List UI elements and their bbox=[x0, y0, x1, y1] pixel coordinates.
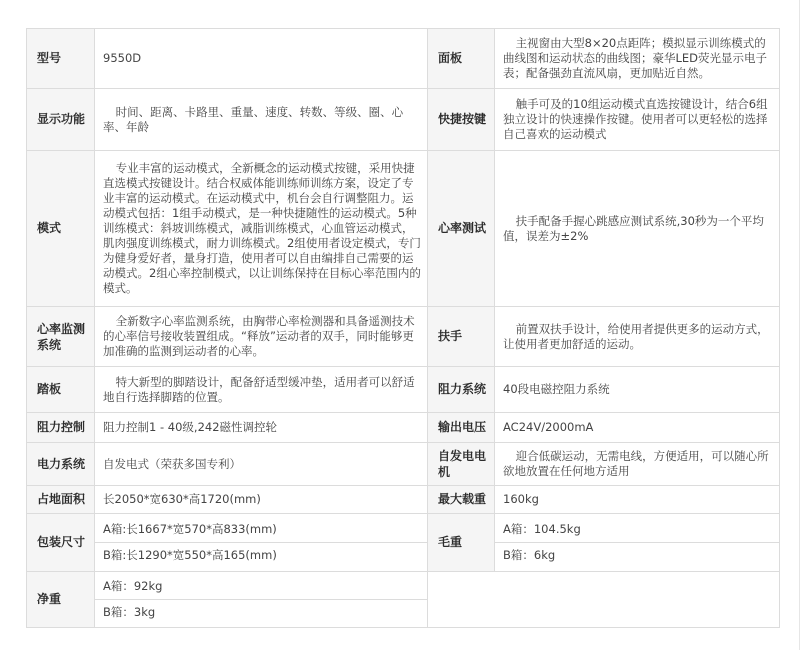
spec-subvalue: B箱:长1290*宽550*高165(mm) bbox=[95, 542, 427, 568]
spec-label: 显示功能 bbox=[27, 89, 95, 151]
spec-label: 输出电压 bbox=[428, 413, 495, 443]
spec-label: 扶手 bbox=[428, 307, 495, 367]
spec-label: 快捷按键 bbox=[428, 89, 495, 151]
spec-value: 全新数字心率监测系统，由胸带心率检测器和具备遥测技术的心率信号接收装置组成。“释放”运动者的双手，同时能够更加准确的监测到运动者的心率。 bbox=[95, 307, 428, 367]
spec-label: 阻力控制 bbox=[27, 413, 95, 443]
table-row bbox=[27, 486, 780, 514]
spec-value: 前置双扶手设计，给使用者提供更多的运动方式，让使用者更加舒适的运动。 bbox=[495, 307, 780, 367]
table-row bbox=[27, 367, 780, 413]
table-row bbox=[27, 29, 780, 89]
table-row bbox=[27, 151, 780, 307]
table-row bbox=[27, 514, 780, 572]
spec-value bbox=[495, 514, 780, 572]
spec-value: 长2050*宽630*高1720(mm) bbox=[95, 486, 428, 514]
spec-label: 心率监测系统 bbox=[27, 307, 95, 367]
spec-label: 型号 bbox=[27, 29, 95, 89]
spec-value: 阻力控制1 - 40级,242磁性调控轮 bbox=[95, 413, 428, 443]
table-row bbox=[27, 89, 780, 151]
spec-value: 触手可及的10组运动模式直选按键设计，结合6组独立设计的快速操作按键。使用者可以更轻松的选择自己喜欢的运动模式 bbox=[495, 89, 780, 151]
spec-label: 最大载重 bbox=[428, 486, 495, 514]
spec-label: 阻力系统 bbox=[428, 367, 495, 413]
spec-label: 占地面积 bbox=[27, 486, 95, 514]
spec-value bbox=[95, 514, 428, 572]
spec-value bbox=[95, 572, 428, 628]
spec-value: 扶手配备手握心跳感应测试系统,30秒为一个平均值，误差为±2% bbox=[495, 151, 780, 307]
spec-value: 40段电磁控阻力系统 bbox=[495, 367, 780, 413]
table-row bbox=[27, 413, 780, 443]
spec-value: 迎合低碳运动，无需电线，方便适用，可以随心所欲地放置在任何地方适用 bbox=[495, 443, 780, 486]
spec-value: 专业丰富的运动模式，全新概念的运动模式按键，采用快捷直选模式按键设计。结合权威体能训练师训练方案，设定了专业丰富的运动模式。在运动模式中，机台会自行调整阻力。运动模式包括：1组手动模式，是一种快捷随性的运动模式。5种训练模式：斜坡训练模式，减脂训练模式，心血管运动模式，肌肉强度训练模式，耐力训练模式。2组使用者设定模式，专门为健身爱好者，量身打造，使用者可以自由编排自己需要的运动模式。2组心率控制模式，以让训练保持在目标心率范围内的模式。 bbox=[95, 151, 428, 307]
spec-label: 净重 bbox=[27, 572, 95, 628]
spec-value: 主视窗由大型8×20点距阵；模拟显示训练模式的曲线图和运动状态的曲线图；豪华LED荧光显示电子表；配备强劲直流风扇，更加贴近自然。 bbox=[495, 29, 780, 89]
spec-subvalue: A箱:长1667*宽570*高833(mm) bbox=[103, 522, 277, 536]
spec-subvalue: B箱：6kg bbox=[495, 542, 779, 568]
table-row bbox=[27, 443, 780, 486]
table-row bbox=[27, 307, 780, 367]
spec-label: 毛重 bbox=[428, 514, 495, 572]
spec-label: 包装尺寸 bbox=[27, 514, 95, 572]
spec-value: 160kg bbox=[495, 486, 780, 514]
spec-value: 时间、距离、卡路里、重量、速度、转数、等级、圈、心率、年龄 bbox=[95, 89, 428, 151]
spec-label: 面板 bbox=[428, 29, 495, 89]
spec-label: 模式 bbox=[27, 151, 95, 307]
spec-subvalue: A箱：92kg bbox=[103, 579, 163, 593]
spec-value: 特大新型的脚踏设计，配备舒适型缓冲垫，适用者可以舒适地自行选择脚踏的位置。 bbox=[95, 367, 428, 413]
empty-cell bbox=[428, 572, 780, 628]
spec-table bbox=[26, 28, 780, 628]
table-row bbox=[27, 572, 780, 628]
spec-value: 自发电式（荣获多国专利） bbox=[95, 443, 428, 486]
page-border bbox=[799, 0, 800, 650]
spec-subvalue: B箱：3kg bbox=[95, 599, 427, 625]
spec-label: 电力系统 bbox=[27, 443, 95, 486]
spec-label: 心率测试 bbox=[428, 151, 495, 307]
spec-label: 自发电电机 bbox=[428, 443, 495, 486]
spec-subvalue: A箱：104.5kg bbox=[503, 522, 581, 536]
spec-value: AC24V/2000mA bbox=[495, 413, 780, 443]
spec-value: 9550D bbox=[95, 29, 428, 89]
spec-label: 踏板 bbox=[27, 367, 95, 413]
